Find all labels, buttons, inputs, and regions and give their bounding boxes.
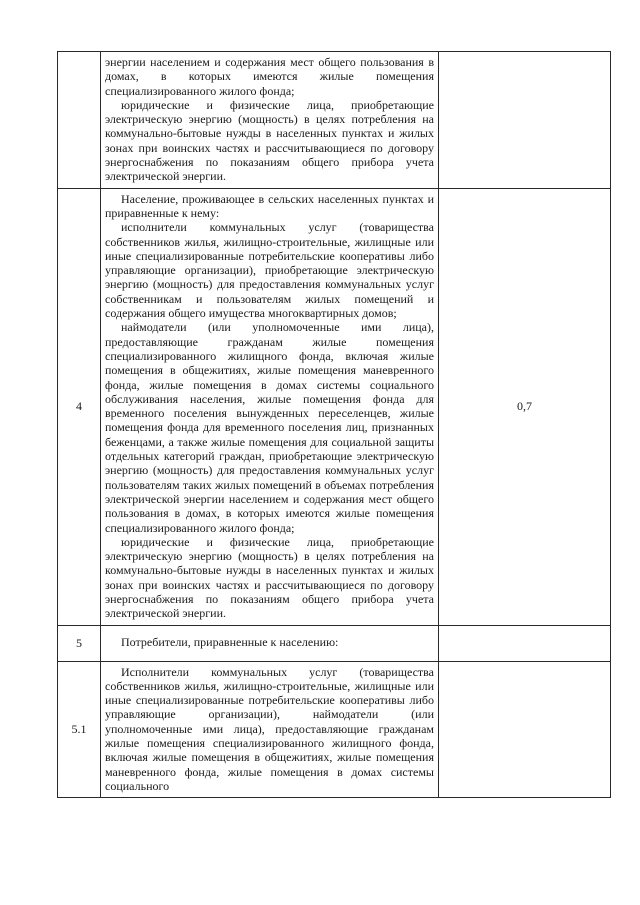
table-row <box>58 661 611 798</box>
row-paragraph: исполнители коммунальных услуг (товарищества собственников жилья, жилищно-строительные, жилищные или иные специализированные потребительские кооперативы либо управляющие организации), приобретающие электрическую энергию (мощность) для предоставления коммунальных услуг собственникам и пользователям жилых помещений и содержания общего имущества многоквартирных домов; <box>105 220 434 321</box>
row-value <box>439 52 611 189</box>
table-row <box>58 52 611 189</box>
row-value <box>439 661 611 798</box>
table-row <box>58 625 611 661</box>
row-paragraph: наймодатели (или уполномоченные ими лица), предоставляющие гражданам жилые помещения специализированного жилищного фонда, включая жилые помещения в общежитиях, жилые помещения маневренного фонда, жилые помещения в домах системы социального обслуживания населения, жилые помещения фонда для временного поселения вынужденных переселенцев, жилые помещения фонда для временного поселения лиц, признанных беженцами, а также жилые помещения для социальной защиты отдельных категорий граждан, приобретающие электрическую энергию (мощность) для предоставления коммунальных услуг пользователям таких жилых помещений в объемах потребления электрической энергии населением и содержания мест общего пользования в домах, в которых имеются жилые помещения специализированного жилого фонда; <box>105 320 434 535</box>
row-paragraph: Потребители, приравненные к населению: <box>121 635 339 650</box>
row-number: 4 <box>58 188 101 625</box>
row-paragraph: юридические и физические лица, приобретающие электрическую энергию (мощность) в целях потребления на коммунально-бытовые нужды в населенных пунктах и жилых зонах при воинских частях и рассчитывающиеся по договору энергоснабжения по показаниям общего прибора учета электрической энергии. <box>105 534 434 621</box>
tariff-table <box>57 51 611 798</box>
row-number: 5.1 <box>58 661 101 798</box>
row-description <box>101 661 439 798</box>
row-description <box>101 625 439 661</box>
row-paragraph: юридические и физические лица, приобретающие электрическую энергию (мощность) в целях потребления на коммунально-бытовые нужды в населенных пунктах и жилых зонах при воинских частях и рассчитывающиеся по договору энергоснабжения по показаниям общего прибора учета электрической энергии. <box>105 97 434 184</box>
row-number: 5 <box>58 625 101 661</box>
row-paragraph: Исполнители коммунальных услуг (товарищества собственников жилья, жилищно-строительные, жилищные или иные специализированные потребительские кооперативы либо управляющие организации), наймодатели (или уполномоченные ими лица), предоставляющие гражданам жилые помещения специализированного жилищного фонда, включая жилые помещения в общежитиях, жилые помещения маневренного фонда, жилые помещения в домах системы социального <box>105 664 434 793</box>
table-row <box>58 188 611 625</box>
row-description <box>101 52 439 189</box>
row-paragraph: энергии населением и содержания мест общего пользования в домах, в которых имеются жилые помещения специализированного жилого фонда; <box>105 55 434 98</box>
row-value <box>439 625 611 661</box>
row-value: 0,7 <box>439 188 611 625</box>
row-description <box>101 188 439 625</box>
row-number <box>58 52 101 189</box>
row-paragraph: Население, проживающее в сельских населенных пунктах и приравненные к нему: <box>105 191 434 220</box>
